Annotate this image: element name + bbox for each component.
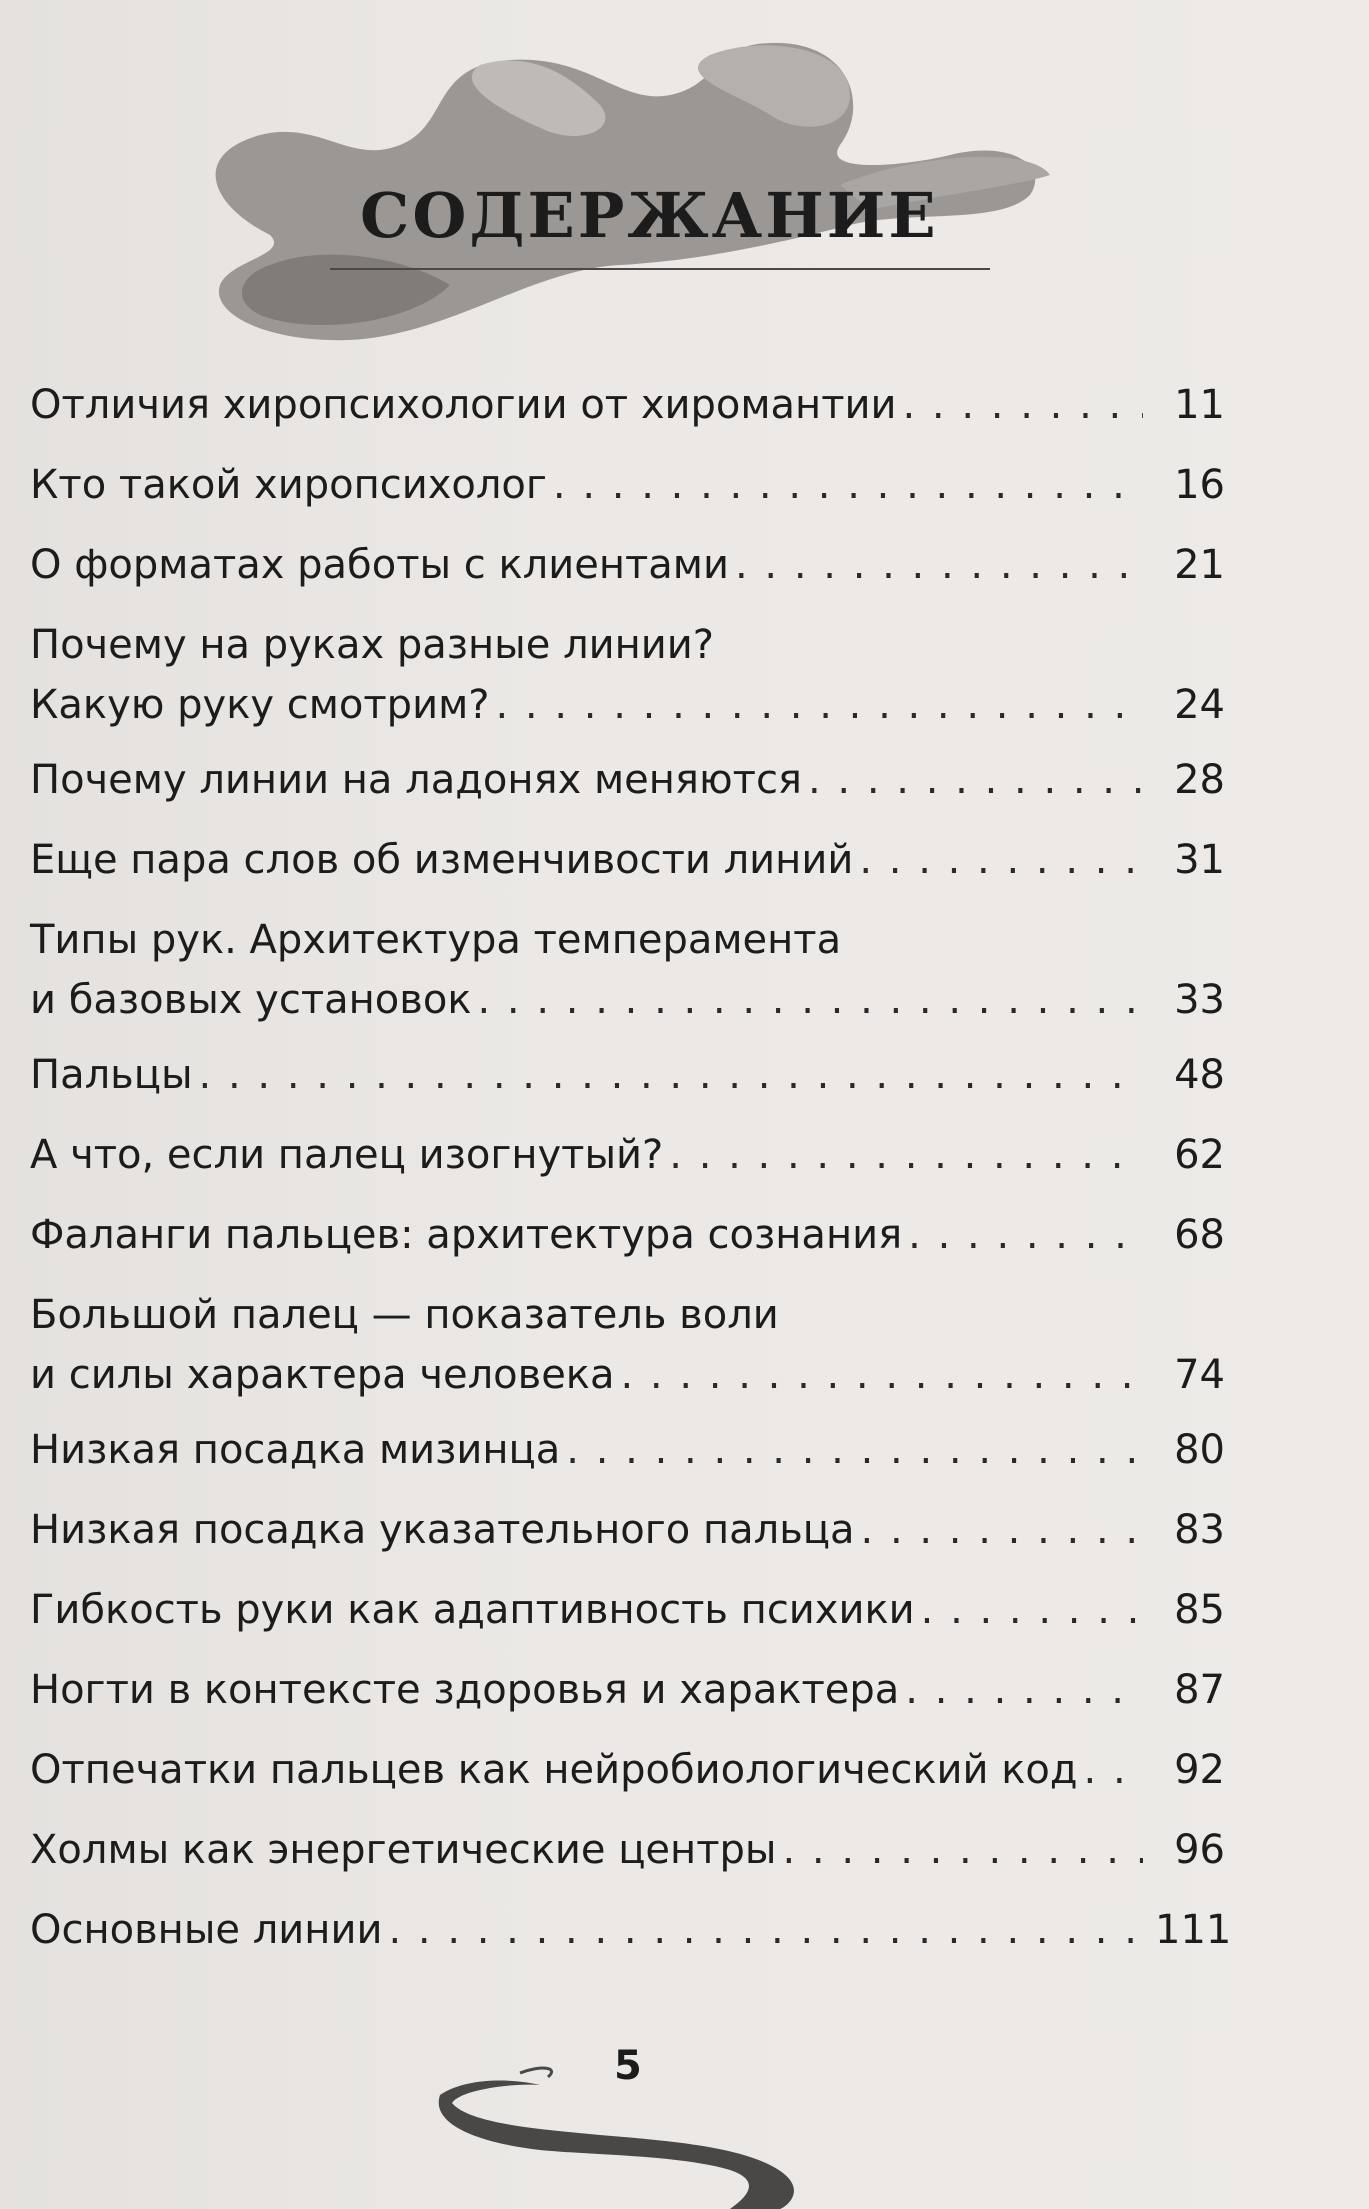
toc-entry-page-number: 111 — [1155, 1907, 1232, 1953]
dot-leader — [859, 830, 1143, 890]
toc-entry-row — [30, 1125, 1225, 1185]
dot-leader — [902, 375, 1143, 435]
dot-leader — [477, 970, 1143, 1030]
dot-leader — [495, 675, 1143, 735]
toc-entry[interactable] — [30, 1740, 1225, 1800]
dot-leader — [669, 1125, 1143, 1185]
dot-leader — [620, 1345, 1143, 1405]
toc-entry-row — [30, 375, 1225, 435]
toc-entry-page-number: 16 — [1174, 462, 1225, 508]
dot-leader — [388, 1900, 1143, 1960]
toc-entry-title-line: Основные линии — [30, 1907, 383, 1953]
toc-entry[interactable] — [30, 1820, 1225, 1880]
toc-entry-row — [30, 1580, 1225, 1640]
toc-entry-row — [30, 750, 1225, 810]
toc-entry-title-line: Ногти в контексте здоровья и характера — [30, 1667, 900, 1713]
toc-entry-title-line: Отпечатки пальцев как нейробиологический код — [30, 1747, 1078, 1793]
toc-entry-page-number: 48 — [1174, 1052, 1225, 1098]
dot-leader — [908, 1205, 1143, 1265]
toc-entry-row — [30, 970, 1225, 1030]
toc-entry-row — [30, 1205, 1225, 1265]
toc-entry[interactable] — [30, 1420, 1225, 1480]
toc-title: СОДЕРЖАНИЕ — [360, 179, 939, 252]
toc-entry-title-line: Типы рук. Архитектура темперамента — [30, 917, 842, 963]
toc-entry-row — [30, 1900, 1232, 1960]
dot-leader — [199, 1045, 1143, 1105]
toc-entry-row — [30, 1820, 1225, 1880]
toc-entry-page-number: 87 — [1174, 1667, 1225, 1713]
toc-entry-row — [30, 535, 1225, 595]
toc-entry[interactable] — [30, 375, 1225, 435]
toc-entry-row — [30, 1045, 1225, 1105]
dot-leader — [921, 1580, 1143, 1640]
dot-leader — [808, 750, 1143, 810]
toc-entry-page-number: 80 — [1174, 1427, 1225, 1473]
toc-entry-page-number: 92 — [1174, 1747, 1225, 1793]
dot-leader — [905, 1660, 1143, 1720]
toc-entry-row — [30, 830, 1225, 890]
toc-entry[interactable] — [30, 1900, 1232, 1960]
toc-entry-row — [30, 1500, 1225, 1560]
dot-leader — [566, 1420, 1143, 1480]
toc-entry-page-number: 74 — [1174, 1352, 1225, 1398]
toc-entry[interactable] — [30, 455, 1225, 515]
toc-entry-row — [30, 675, 1225, 735]
toc-entry[interactable] — [30, 1660, 1225, 1720]
toc-entry-page-number: 31 — [1174, 837, 1225, 883]
toc-entry-row — [30, 1345, 1225, 1405]
toc-entry-page-number: 33 — [1174, 977, 1225, 1023]
toc-entry[interactable] — [30, 1205, 1225, 1265]
title-underline — [330, 268, 990, 270]
toc-entry-page-number: 85 — [1174, 1587, 1225, 1633]
toc-entry-page-number: 28 — [1174, 757, 1225, 803]
swirl-decoration — [430, 2055, 830, 2209]
toc-entry-row — [30, 1660, 1225, 1720]
toc-entry-title-line: Низкая посадка мизинца — [30, 1427, 561, 1473]
dot-leader — [782, 1820, 1143, 1880]
toc-entry-page-number: 24 — [1174, 682, 1225, 728]
toc-entry-title-line: Кто такой хиропсихолог — [30, 462, 547, 508]
toc-entry-title-line: Еще пара слов об изменчивости линий — [30, 837, 854, 883]
toc-entry-title-line: Фаланги пальцев: архитектура сознания — [30, 1212, 903, 1258]
toc-entry[interactable] — [30, 615, 1225, 735]
toc-entry-title-line: Большой палец — показатель воли — [30, 1292, 779, 1338]
toc-entry-title-line: А что, если палец изогнутый? — [30, 1132, 664, 1178]
dot-leader — [735, 535, 1143, 595]
toc-entry-title-line: Холмы как энергетические центры — [30, 1827, 777, 1873]
toc-entry-title-line: и базовых установок — [30, 977, 472, 1023]
page-number: 5 — [614, 2043, 642, 2089]
dot-leader — [553, 455, 1143, 515]
toc-entry[interactable] — [30, 1285, 1225, 1405]
toc-entry-title-line: Отличия хиропсихологии от хиромантии — [30, 382, 897, 428]
toc-entry-row — [30, 1740, 1225, 1800]
toc-entry-page-number: 83 — [1174, 1507, 1225, 1553]
toc-entry-title-line: Почему на руках разные линии? — [30, 622, 715, 668]
toc-entry-title-line: О форматах работы с клиентами — [30, 542, 729, 588]
toc-entry-title-line: Пальцы — [30, 1052, 193, 1098]
toc-entry[interactable] — [30, 535, 1225, 595]
toc-entry-row — [30, 455, 1225, 515]
toc-entry-title-line: Гибкость руки как адаптивность психики — [30, 1587, 915, 1633]
toc-entry[interactable] — [30, 1500, 1225, 1560]
toc-entry[interactable] — [30, 1045, 1225, 1105]
toc-entry[interactable] — [30, 910, 1225, 1030]
toc-entry[interactable] — [30, 750, 1225, 810]
toc-entry-title-line: Низкая посадка указательного пальца — [30, 1507, 855, 1553]
toc-entry[interactable] — [30, 1125, 1225, 1185]
dot-leader — [1084, 1740, 1143, 1800]
toc-entry-title-line: и силы характера человека — [30, 1352, 615, 1398]
dot-leader — [861, 1500, 1143, 1560]
toc-entry-page-number: 11 — [1174, 382, 1225, 428]
toc-entry-page-number: 96 — [1174, 1827, 1225, 1873]
toc-entry-row — [30, 1420, 1225, 1480]
toc-entry-page-number: 68 — [1174, 1212, 1225, 1258]
toc-entry-page-number: 62 — [1174, 1132, 1225, 1178]
toc-entry-page-number: 21 — [1174, 542, 1225, 588]
toc-entry-title-line: Почему линии на ладонях меняются — [30, 757, 802, 803]
toc-entry[interactable] — [30, 1580, 1225, 1640]
toc-entry[interactable] — [30, 830, 1225, 890]
toc-entry-title-line: Какую руку смотрим? — [30, 682, 490, 728]
